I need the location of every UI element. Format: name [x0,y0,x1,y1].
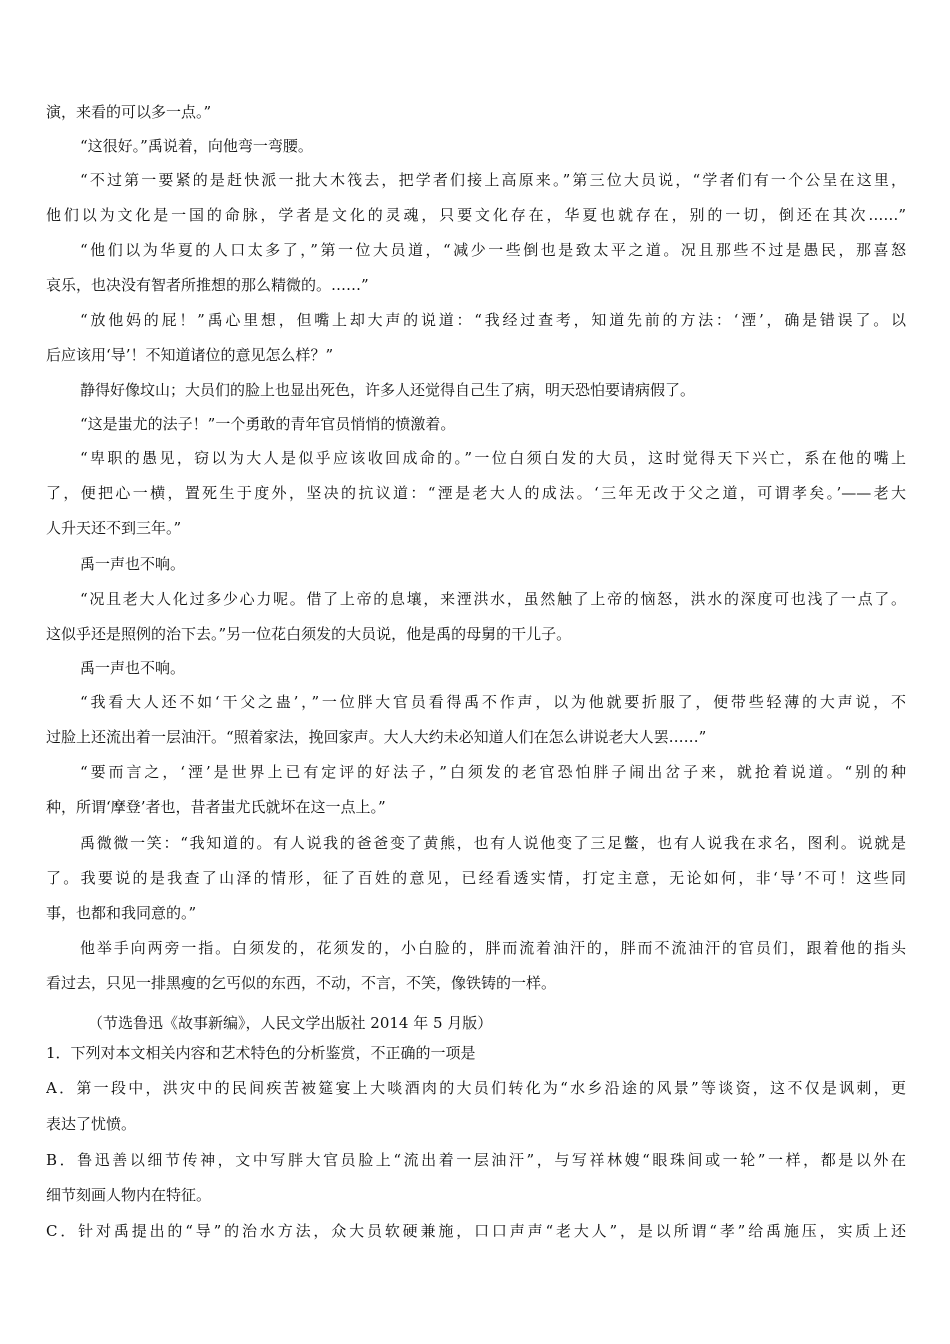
text-line: “他们以为华夏的人口太多了，”第一位大员道，“减少一些倒也是致太平之道。况且那些不过是愚民，那喜怒 [80,241,906,259]
option-c: C．针对禹提出的“导”的治水方法，众大员软硬兼施，口口声声“老大人”，是以所谓“孝”给禹施压，实质上还 [46,1222,906,1240]
text-line: 他举手向两旁一指。白须发的，花须发的，小白脸的，胖而流着油汗的，胖而不流油汗的官员们，跟着他的指头 [80,939,906,957]
text-line: 静得好像坟山；大员们的脸上也显出死色，许多人还觉得自己生了病，明天恐怕要请病假了。 [80,381,696,399]
text-line: 过脸上还流出着一层油汗。“照着家法，挽回家声。大人大约未必知道人们在怎么讲说老大人罢……” [46,728,707,746]
text-line: 这似乎还是照例的治下去。”另一位花白须发的大员说，他是禹的母舅的干儿子。 [46,625,572,643]
text-line: “卑职的愚见，窃以为大人是似乎应该收回成命的。”一位白须白发的大员，这时觉得天下兴亡，系在他的嘴上 [80,449,906,467]
text-line: 演，来看的可以多一点。” [46,103,212,121]
option-a: A．第一段中，洪灾中的民间疾苦被筵宴上大啖酒肉的大员们转化为“水乡沿途的风景”等谈资，这不仅是讽刺，更 [46,1079,906,1097]
text-line: 看过去，只见一排黑瘦的乞丐似的东西，不动，不言，不笑，像铁铸的一样。 [46,974,557,992]
text-line: 他们以为文化是一国的命脉，学者是文化的灵魂，只要文化存在，华夏也就存在，别的一切，倒还在其次……” [46,206,906,224]
option-b: B．鲁迅善以细节传神，文中写胖大官员脸上“流出着一层油汗”，与写祥林嫂“眼珠间或一轮”一样，都是以外在 [46,1151,906,1169]
source-citation: （节选鲁迅《故事新编》，人民文学出版社 2014 年 5 月版） [88,1014,493,1032]
text-line: 禹微微一笑：“我知道的。有人说我的爸爸变了黄熊，也有人说他变了三足鳖，也有人说我在求名，图利。说就是 [80,834,906,852]
question-stem: 1．下列对本文相关内容和艺术特色的分析鉴赏，不正确的一项是 [46,1044,476,1062]
text-line: 了。我要说的是我查了山泽的情形，征了百姓的意见，已经看透实情，打定主意，无论如何，非‘导’不可！这些同 [46,869,906,887]
option-a-cont: 表达了忧愤。 [46,1115,137,1133]
text-line: 后应该用‘导’！不知道诸位的意见怎么样？” [46,346,334,364]
text-line: “这是蚩尤的法子！”一个勇敢的青年官员悄悄的愤激着。 [80,415,456,433]
text-line: “要而言之，‘湮’是世界上已有定评的好法子，”白须发的老官恐怕胖子闹出岔子来，就抢着说道。“别的种 [80,763,906,781]
text-line: “不过第一要紧的是赶快派一批大木筏去，把学者们接上高原来。”第三位大员说，“学者们有一个公呈在这里， [80,171,906,189]
text-line: 种，所谓‘摩登’者也，昔者蚩尤氏就坏在这一点上。” [46,798,386,816]
text-line: 事，也都和我同意的。” [46,904,197,922]
option-b-cont: 细节刻画人物内在特征。 [46,1186,212,1204]
text-line: 禹一声也不响。 [80,659,186,677]
text-line: “况且老大人化过多少心力呢。借了上帝的息壤，来湮洪水，虽然触了上帝的恼怒，洪水的深度可也浅了一点了。 [80,590,906,608]
text-line: “这很好。”禹说着，向他弯一弯腰。 [80,137,313,155]
text-line: 禹一声也不响。 [80,555,186,573]
text-line: “我看大人还不如‘干父之蛊’，”一位胖大官员看得禹不作声，以为他就要折服了，便带些轻薄的大声说，不 [80,693,906,711]
text-line: 人升天还不到三年。” [46,519,182,537]
text-line: “放他妈的屁！”禹心里想，但嘴上却大声的说道：“我经过查考，知道先前的方法：‘湮’，确是错误了。以 [80,311,906,329]
text-line: 了，便把心一横，置死生于度外，坚决的抗议道：“湮是老大人的成法。‘三年无改于父之道，可谓孝矣。’——老大 [46,484,906,502]
text-line: 哀乐，也决没有智者所推想的那么精微的。……” [46,276,369,294]
